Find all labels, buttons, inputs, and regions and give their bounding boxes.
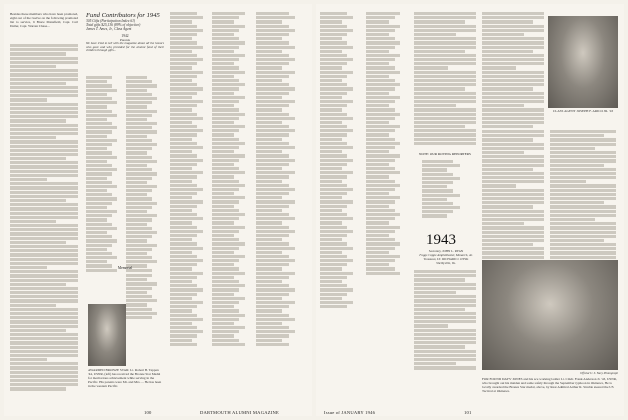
name-list-b [126, 76, 164, 273]
secretary-addr-2: Treasurer, LT. RICHARD J. OTSK [423, 257, 469, 261]
intro-text: Besides these members who have been promoted, eight out of the twelve on the following promoted list to service, lt Bruce Mansfield, Capt. Carl Dailer, Capt. Warren Chase... [10, 12, 78, 29]
secretary-addr-3: Shelbyville, Va. [436, 261, 456, 265]
footer-magazine: DARTMOUTH ALUMNI MAGAZINE [200, 410, 279, 415]
photo-caption-left: AWARDED BRONZE STAR: Lt. Robert B. Tappan '44, USNR, (left) has received the Bronze Star Medal for meritorious achievement while serving in the Pacific. His parents were Mr. and Mrs. ... He has been in the western Pacific. [88, 368, 162, 388]
left-page [4, 4, 312, 416]
photo-caption-top: CLASS AGENT JOSEPH F. ARICO JR. '43 [552, 109, 614, 113]
name-list-a [86, 76, 124, 273]
fund-subline-2: Total gifts $25,136 (89% of objective) [86, 23, 141, 28]
page-number-left: 100 [144, 410, 152, 415]
photo-caption-bottom: FOR FOUND DAYS' JONES and his ace working ladder Lt. Cmdr. Frank Anderson Jr. '43, USNR, who brought out his maiden and some safely through the September typhoon in Okinawa, He is locally awarded the Bronze Star medal, above, by Rear Admiral Arthur R. Struble steered the US Tactical at Okinawa. [482, 377, 617, 393]
secretary-line: Secretary, JOHN L. RYAN [428, 249, 464, 253]
body-text-e [550, 130, 616, 260]
name-list-h [366, 12, 408, 276]
year-label: 1942 [121, 33, 129, 38]
year-heading-1943: 1943 [426, 232, 456, 248]
note-heading: NOTE: OUR ROVING REPORTERS [419, 152, 471, 156]
footer-issue: Issue of JANUARY 1946 [324, 410, 376, 415]
class-agent-photo [548, 16, 618, 108]
name-list-f [256, 12, 304, 347]
secretary-addr-1: Foggs Coppe Amphitheater, Monarch, Ar. [419, 253, 473, 257]
body-text-a [414, 12, 476, 146]
page-number-right: 101 [464, 410, 472, 415]
section-label: Parents [120, 37, 130, 42]
body-text-b [414, 270, 476, 371]
body-text-d [482, 130, 544, 260]
left-col-1-text [10, 44, 78, 392]
intro-paragraph: We have tried to tell with the magazine about all the honors who gave and who provided for the alumni fund of their children through gifts... [86, 40, 164, 53]
body-text-c [482, 12, 544, 129]
note-text [422, 160, 468, 219]
fund-subline-1: 305 Gifts (Participation Index 61) [86, 19, 136, 23]
right-page [316, 4, 624, 416]
name-list-e [212, 12, 252, 347]
fund-section [86, 12, 164, 54]
fund-subline-3: James T. Ames, Jr., Class Agent [86, 27, 132, 32]
memorial-label: Memorial [117, 266, 133, 270]
name-list-d [170, 12, 210, 347]
name-list-g [320, 12, 360, 309]
bronze-star-photo [88, 304, 126, 366]
fund-heading: Fund Contributors for 1945 [86, 12, 160, 19]
name-list-c [126, 274, 164, 320]
left-col-1 [10, 12, 78, 29]
bronze-star-ceremony-photo [482, 260, 618, 370]
photo-credit: Official U. S. Navy Photograph [580, 371, 618, 375]
